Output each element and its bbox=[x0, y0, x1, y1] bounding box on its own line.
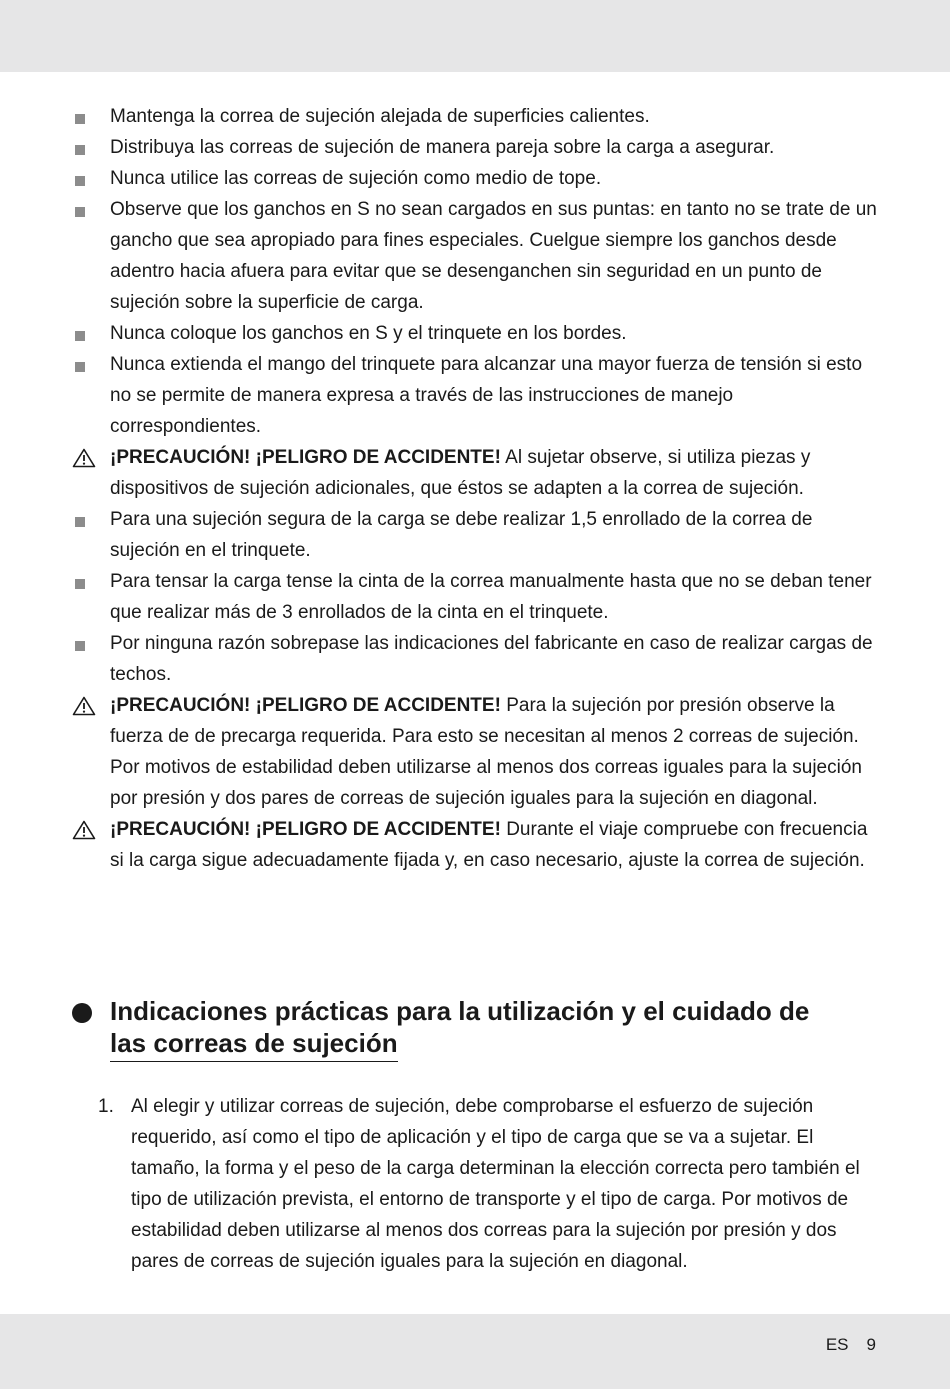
warning-triangle-icon bbox=[72, 820, 96, 840]
item-text: Nunca coloque los ganchos en S y el trinquete en los bordes. bbox=[110, 323, 627, 344]
square-bullet-icon bbox=[75, 641, 85, 651]
item-text: Para tensar la carga tense la cinta de la correa manualmente hasta que no se deban tener que realizar más de 3 enrollados de la cinta en el trinquete. bbox=[110, 571, 872, 623]
square-bullet-icon bbox=[75, 362, 85, 372]
warning-triangle-icon bbox=[72, 696, 96, 716]
numbered-item-text: Al elegir y utilizar correas de sujeción, debe comprobarse el esfuerzo de sujeción requerido, así como el tipo de aplicación y el tipo de carga que se va a sujetar. El tamaño, la forma y el peso de la carga determinan la elección correcta pero también el tipo de utilización prevista, el entorno de transporte y el tipo de carga. Por motivos de estabilidad deben utilizarse al menos dos correas para la sujeción por presión y dos pares de correas de sujeción iguales para la sujeción en diagonal. bbox=[131, 1096, 860, 1272]
list-item bbox=[72, 101, 878, 132]
item-text: Nunca utilice las correas de sujeción como medio de tope. bbox=[110, 168, 602, 189]
section-heading-block bbox=[72, 995, 878, 1062]
warning-item bbox=[72, 690, 878, 814]
safety-list bbox=[72, 101, 878, 876]
language-code: ES bbox=[825, 1335, 849, 1354]
filled-circle-icon bbox=[72, 1003, 92, 1023]
numbered-item bbox=[98, 1091, 878, 1277]
item-number: 1. bbox=[98, 1096, 114, 1117]
item-text: Mantenga la correa de sujeción alejada de superficies calientes. bbox=[110, 106, 650, 127]
item-text: Observe que los ganchos en S no sean cargados en sus puntas: en tanto no se trate de un gancho que sea apropiado para fines especiales. Cuelgue siempre los ganchos desde adentro hacia afuera para evitar que se desenganchen sin seguridad en un punto de sujeción sobre la superficie de carga. bbox=[110, 199, 877, 313]
item-text: Distribuya las correas de sujeción de manera pareja sobre la carga a asegurar. bbox=[110, 137, 775, 158]
list-item bbox=[72, 318, 878, 349]
list-item bbox=[72, 132, 878, 163]
item-text: Nunca extienda el mango del trinquete para alcanzar una mayor fuerza de tensión si esto no se permite de manera expresa a través de las instrucciones de manejo correspondientes. bbox=[110, 354, 863, 437]
heading-line-1: Indicaciones prácticas para la utilización y el cuidado de bbox=[110, 996, 810, 1026]
list-item bbox=[72, 628, 878, 690]
item-text: Para la sujeción por presión observe la fuerza de de precarga requerida. Para esto se necesitan al menos 2 correas de sujeción. Por motivos de estabilidad deben utilizarse al menos dos correas iguales para la sujeción por presión y dos pares de correas de sujeción iguales para la sujeción en diagonal. bbox=[110, 695, 862, 809]
square-bullet-icon bbox=[75, 331, 85, 341]
warning-item bbox=[72, 814, 878, 876]
list-item bbox=[72, 163, 878, 194]
section-heading bbox=[110, 995, 878, 1062]
square-bullet-icon bbox=[75, 207, 85, 217]
list-item bbox=[72, 349, 878, 442]
item-text: Para una sujeción segura de la carga se debe realizar 1,5 enrollado de la correa de sujeción en el trinquete. bbox=[110, 509, 813, 561]
item-text: Al sujetar observe, si utiliza piezas y dispositivos de sujeción adicionales, que éstos se adapten a la correa de sujeción. bbox=[110, 447, 811, 499]
warning-item bbox=[72, 442, 878, 504]
list-item bbox=[72, 194, 878, 318]
square-bullet-icon bbox=[75, 145, 85, 155]
square-bullet-icon bbox=[75, 114, 85, 124]
list-item bbox=[72, 504, 878, 566]
footer-band bbox=[0, 1314, 950, 1389]
square-bullet-icon bbox=[75, 579, 85, 589]
page-number: 9 bbox=[866, 1335, 876, 1354]
warning-label: ¡PRECAUCIÓN! ¡PELIGRO DE ACCIDENTE! bbox=[110, 695, 501, 716]
square-bullet-icon bbox=[75, 176, 85, 186]
item-text: Por ninguna razón sobrepase las indicaciones del fabricante en caso de realizar cargas de techos. bbox=[110, 633, 873, 685]
list-item bbox=[72, 566, 878, 628]
header-band bbox=[0, 0, 950, 72]
square-bullet-icon bbox=[75, 517, 85, 527]
warning-label: ¡PRECAUCIÓN! ¡PELIGRO DE ACCIDENTE! bbox=[110, 447, 501, 468]
page-footer bbox=[826, 1333, 876, 1357]
item-text: Durante el viaje compruebe con frecuencia si la carga sigue adecuadamente fijada y, en caso necesario, ajuste la correa de sujeción. bbox=[110, 819, 868, 871]
warning-triangle-icon bbox=[72, 448, 96, 468]
warning-label: ¡PRECAUCIÓN! ¡PELIGRO DE ACCIDENTE! bbox=[110, 819, 501, 840]
heading-line-2: las correas de sujeción bbox=[110, 1027, 398, 1062]
